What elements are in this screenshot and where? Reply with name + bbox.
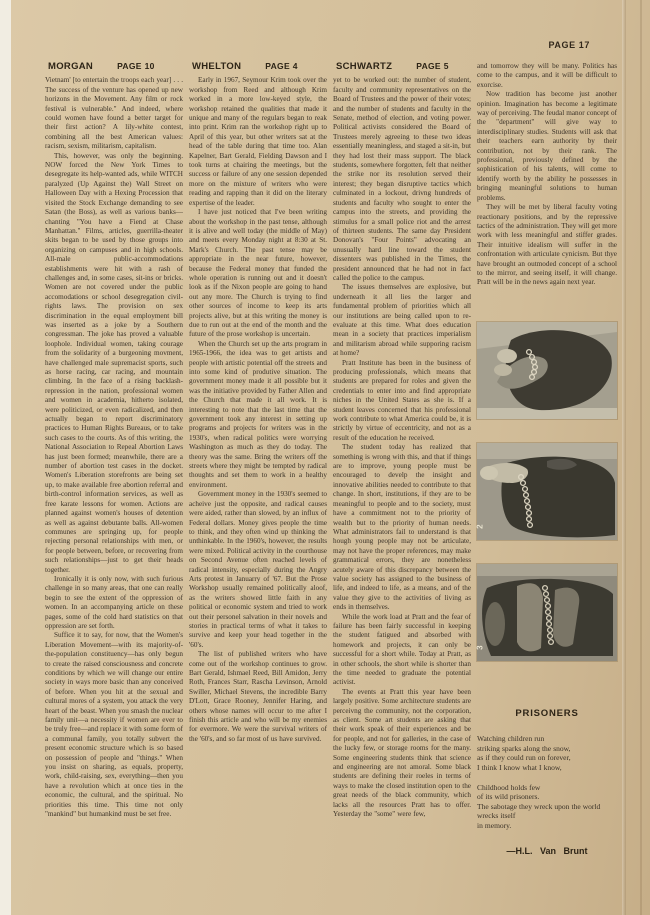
paragraph: Vietnam' [to entertain the troops each year] . . . The success of the venture has opened up new horizons in the Movement. Any film or rock festival is vulnerable." And indeed, where could women have found a better target for their first action? A lily-white contest, combining all the best American values: racism, sexism, militarism, capitalism. — [45, 76, 183, 151]
photo-number: 3 — [475, 645, 485, 651]
paragraph: and tomorrow they will be many. Politics has come to the campus, and it will be difficult to exorcise. — [477, 62, 617, 89]
photo-number: 2 — [475, 524, 485, 530]
poem-stanza-2 — [477, 783, 607, 831]
poem-stanza-1 — [477, 734, 607, 772]
poem-line: I think I know what I know, — [477, 762, 562, 772]
paragraph: Ironically it is only now, with such furious challenge in so many areas, that one can really begin to see the extent of the oppression of women. In an accompanying article on these pages, some of the cold hard statistics on that oppression are set forth. — [45, 574, 183, 630]
bound-figure-illustration — [477, 443, 617, 540]
paragraph: Now tradition has become just another opinion. Imagination has become a legitimate way of perceiving. The feudal manor concept of the "department" will give way to interdisciplinary studies. Students will ask that their teachers earn authority by their contribution, not by their rank. The professional, previously defined by the sophistication of his talents, will come to identify worth by the ability he possesses in bringing meaningful solutions to human problems. — [477, 90, 617, 202]
paragraph: This, however, was only the beginning. NOW forced the New York Times to desegregate its help-wanted ads, while WITCH paralyzed (Up Against the) Wall Street on Halloween Day with a Hexing Procession that visited the Stock Exchange demanding to see Satan (the Boss), as well as various banks—chanting "You have a Fiend at Chase Manhattan." Films, articles, guerrilla-theater skits began to be used by those groups into organizing on campuses and in high schools. All-male public-accommodations establishments were hit with a rash of challenges and, in some cases, sit-ins or bricks. Women are not covered under the public accomodations or school desegregation civil-rights laws. The provision on sex discrimination in the equal employment bill was inserted as a joke by a Southern congressman. The joke has proved a valuable loophole. Individual women, taking courage from the solidarity of a burgeoning movment, have challenged male supremacist sports, such as horse racing, car racing, and mountain climbing. In the face of a rising backlash-repression in the nation, professional women and women in academia, hitherto isolated, were politicized, or even radicalized, and then actually began to report discriminatory practices to Human Rights Bureaus, or to take such cases to the courts. As of this writing, the National Association to Repeal Abortion Laws has just been formed; meanwhile, there are a number of abortion test cases in the docket. Women's Liberation storefronts are being set up, to make available free abortion referral and birth-control information services, as well as free karate lessons for women. Actions are planned against women's houses of detention as well as against debutante balls. All-women communes are springing up, for people rejecting personal relationships with men, or for people between, before, or recovering from such relationships—just to get their heads together. — [45, 151, 183, 574]
paragraph: When the Church set up the arts program in 1965-1966, the idea was to get artists and people with artistic potential off the streets and into some kind of produtive situation. The government money made it all possible but it was the initiative provided by Father Allen and the Church that made it all work. It is interesting to note that the last time that the government took any interest in setting up programs and projects for writers was in the 1930's, when radical politics were worrying Washington as much as they do today. The theory was the same. Bring the writers off the streets where they might be tempted by radical thoughts and set them to work in a healthy environment. — [189, 339, 327, 489]
paragraph: I have just noticed that I've been writing about the workshop in the past tense, although it is alive and well today (the middle of May) and meets every Monday night at 8:30 at St. Mark's Church. The past tense may be appropriate in the near future, however, because the Federal money that funded the whole operation is running out and it doesn't look as if the Nixon people are going to hand out any more. The Church is trying to find other sources of income to keep its arts projects alive, but at this writing the money is due to run out at the end of the month and the future of the prose workshop is uncertain. — [189, 208, 327, 339]
paragraph: Suffice it to say, for now, that the Women's Liberation Movement—with its majority-of-the-population constituency—has only begun to create the raised consciousness and concrete conditions by which we will change our entire society in ways more basic than any conceived of before. When you hit at the sexual and cultural mores of a system, you attack the very heart of the beast. When you smash the nuclear family unit—a necessity if women are ever to be truly free—and replace it with some form of a communal family, you totally subvert the present economic structure which is so based on possession of people and "things." When you insist on sharing, as equals, property, work, child-raising, sex, everything—then you have a revolution which at once ties in the economic, the cultural, and the spiritual. No priorities this time. This time not only "mankind" but humankind must be set free. — [45, 631, 183, 819]
photo-strip — [477, 322, 617, 661]
author-name: MORGAN — [48, 61, 94, 72]
poem-line: The sabotage they wreck upon the world — [477, 801, 601, 811]
paragraph: Government money in the 1930's seemed to acheive just the opposite, and radical causes were aided, rather than slowed, by an influx of Federal dollars. Money gives people the time to think, and they often wind up thinking the unthinkable. In the 1960's, however, the results were mixed. Political activity in the courthouse on Second Avenue often reached levels of radical intensity, especially during the Angry Arts protest in Januarry of '67. But the Prose Workshop usually remained politically aloof, as the writers showed little faith in any political or economic system and tried to work out their personel salvation in their novels and stories in practical terms of what it takes to survive and keep your head together in the '60's. — [189, 490, 327, 649]
poem-line: as if they could run on forever, — [477, 753, 571, 763]
column-header-morgan — [45, 62, 183, 71]
paragraph: Early in 1967, Seymour Krim took over the workshop from Reed and although Krim worked in a more low-keyed style, the workshop retained the qualities that made it unique and many of the regulars began to reak into print. Krim ran the workshop right up to April of this year, but other writers sat at the head of the table during that time too. Alan Kapelner, Bart Gerald, Fielding Dawson and I took turns at chairing the meetings, but the success or failure of any one session depended more on the mixture of writers who were reading and rapping than it did on the literary expertise of the leader. — [189, 76, 327, 207]
poem-line: of its wild prisoners. — [477, 792, 540, 802]
column-header-schwartz — [333, 62, 471, 71]
poem-title: PRISONERS — [515, 707, 579, 719]
page-number-label: PAGE 17 — [548, 40, 590, 50]
column-continuation — [477, 62, 617, 856]
paper-edge — [640, 0, 642, 915]
column-whelton — [189, 62, 327, 856]
page-ref: PAGE 5 — [416, 61, 449, 71]
paragraph: The events at Pratt this year have been largely positive. Some architecture students are perceivng the community, not the corporation, as client. Some art students are asking that their work speak of their experiences and be for people, and not for galleries, in the case of the lucky few, or storage rooms for the many. Some engineering students think that science and engineering are not amoral. Some black students are defining their roeles in terms of ways to make the closed institution open to the great needs of the black community, which lacks all the resources Pratt has to offer. Yesterday the "some" were few, — [333, 687, 471, 819]
column-morgan — [45, 62, 183, 856]
paragraph: The issues themselves are explosive, but underneath it all lies the larger and fundamental problem of priorities which all our institutions are being called upon to re-evaluate at this time. What does education mean in a society that practices imperialism and militarism abroad while supporing racism at home? — [333, 283, 471, 358]
poem-prisoners — [477, 709, 607, 856]
poem-line: striking sparks along the snow, — [477, 743, 571, 753]
bound-figure-illustration — [477, 564, 617, 661]
paragraph: They will be met by liberal faculty voting reactionary positions, and by the repressive tactics of the administration. They will get more work with less meaningful and stiffer grades. Their intuitive idealism will suffer in the confrontation with articulate cynicism. But thye have brought an outmoded concept of a school to the mirror, and seeing itself, it will change. Pratt will be in the news again next year. — [477, 203, 617, 287]
page-ref: PAGE 10 — [117, 61, 155, 71]
paragraph: Pratt Institute has been in the business of producing professionals, which means that students are prepared for roles and given the credentials to enter into and find appropriate niches in the United States as she is. If a student leaves concerned that his professional work contribute to what America could be, it is strictly by virtue of eccentricity, and not as a result of the education he received. — [333, 358, 471, 442]
poem-line: Watching children run — [477, 734, 545, 744]
photo-bound-figure-1 — [477, 322, 617, 419]
photo-bound-figure-3 — [477, 564, 617, 661]
poem-line: Childhood holds few — [477, 782, 541, 792]
paragraph: While the work load at Pratt and the fear of failure has been fairly successful in keeping the student fatigued and absorbed with homework and projects, it can only be successful for a short while. Today at Pratt, as in other schools, the short while is shorter than the time needed to graduate the potential activist. — [333, 612, 471, 687]
author-name: WHELTON — [192, 61, 242, 72]
bound-figure-illustration — [477, 322, 617, 419]
paragraph: yet to be worked out: the number of student, faculty and community representatives on the Board of Trustees and the power of their votes; and the number of students and faculty in the Senate, method of election, and voting power. Political activists considered the Board of Trustees merely agreeing to these two ideas essentially meaningless, and staged a sit-in, but they had lost their mass support. The black students, somewhere forgotten, felt that neither the strike nor its resolution served their interest; they began disruptive tactics which culminated in a lockout, drivng hundreds of students and faculty who sought to enter the campus into the streets, and providing the stimulus for a small police riot and the arrest of thirteen students. The same day President Donovan's "Four Points" advocating an unusually hard line toward the student dissenters was published in the Times, the president announced that he had not in fact called the police to the campus. — [333, 76, 471, 282]
column-schwartz — [333, 62, 471, 856]
paper-crease — [622, 0, 626, 915]
photo-bound-figure-2 — [477, 443, 617, 540]
column-header-whelton — [189, 62, 327, 71]
poem-line: wrecks itself — [477, 811, 516, 821]
article-columns — [45, 61, 617, 856]
poem-line: in memory. — [477, 820, 512, 830]
paragraph: The list of published writers who have come out of the workshop continues to grow. Bart Gerald, Ishmael Reed, Bill Amidon, Jerry Roth, Frances Starr, Rascha Levinson, Arnold Swiller, Michael Stevens, the incredible Barry D'Lott, Grace Rooney, Jennifer Haring, and others whose names will occur to me after I finish this article and who will be my enemies for evermore. We were the survival writers of the '60's, and so far most of us have survived. — [189, 650, 327, 743]
poem-byline: —H.L. Van Brunt — [506, 845, 588, 856]
page-ref: PAGE 4 — [265, 61, 298, 71]
author-name: SCHWARTZ — [336, 61, 393, 72]
paragraph: The student today has realized that something is wrong with this, and that if things are to improve, young people must be encouraged to develp the insight and innovative abilities needed to contribute to that change. In short, institutions, if they are to be meaningful to people and to the society, must have a commitment not to the priority of wealth but to the priority of human needs. What administrators fail to understand is that hough young people may not be articulate, may not have the proper references, may make grammatical errors, they are nonetheless acutely aware of this discrepancy between the value society has assigned to the business of life, and indeed to life, as a means, and of the value they give to the activities of living as ends in themselves. — [333, 443, 471, 612]
